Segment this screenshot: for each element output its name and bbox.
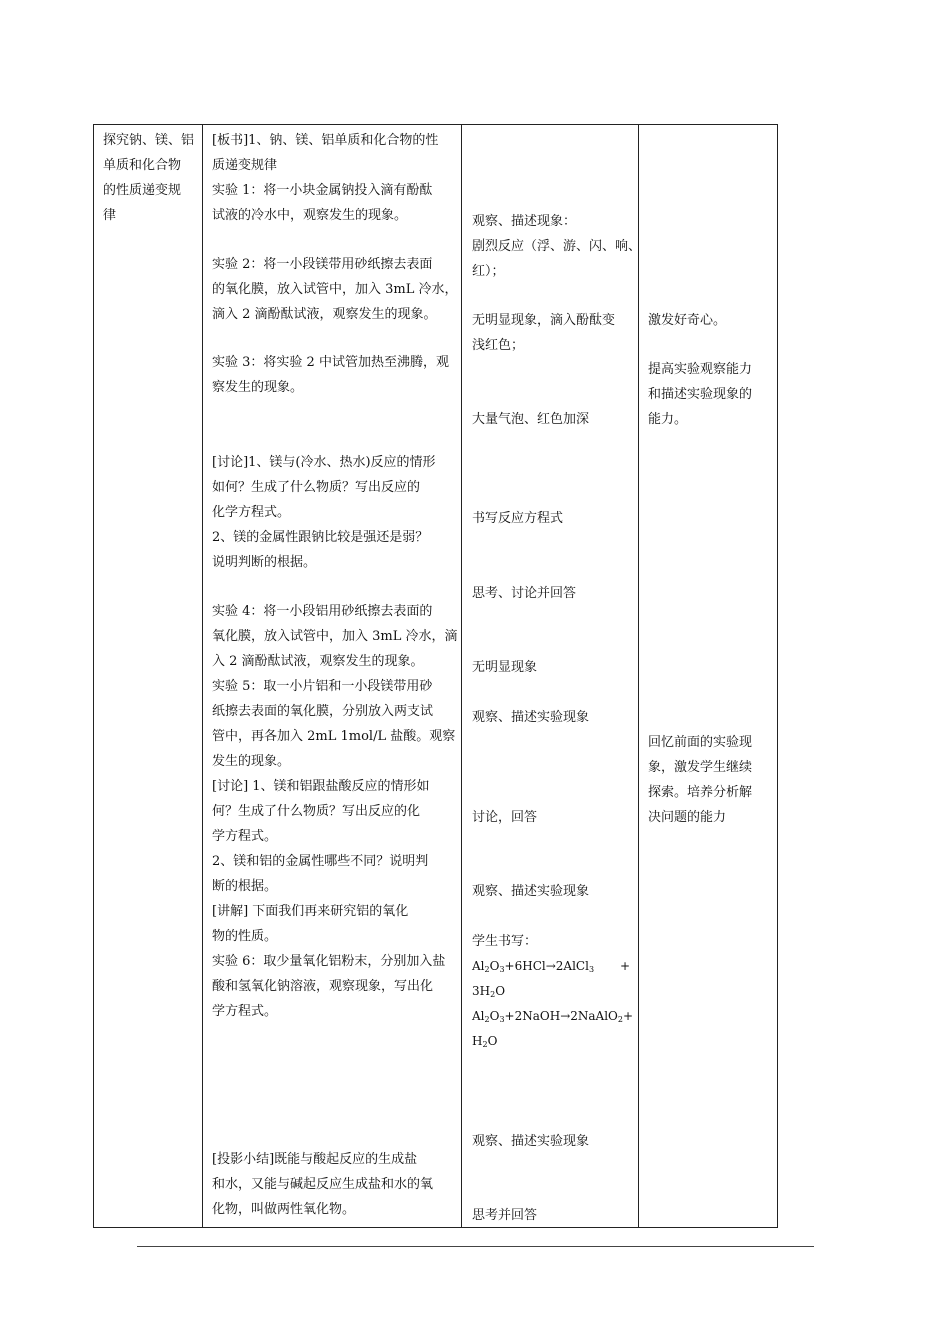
text-line: 的氧化膜，放入试管中，加入 3mL 冷水， (212, 282, 458, 297)
text-line: 质递变规律 (212, 158, 278, 173)
text-line: 学生书写： (472, 934, 538, 949)
text-line: 激发好奇心。 (648, 313, 727, 328)
text-line: 断的根据。 (212, 879, 278, 894)
text-line: 化学方程式。 (212, 505, 291, 520)
text-line: [讨论] 1、镁和铝跟盐酸反应的情形如 (212, 779, 430, 794)
text-line: 观察、描述现象： (472, 214, 577, 229)
text-line: 观察、描述实验现象 (472, 710, 590, 725)
text-line: 决问题的能力 (648, 810, 727, 825)
text-line: 实验 6：取少量氧化铝粉末，分别加入盐 (212, 954, 446, 969)
text-line: 实验 2：将一小段镁带用砂纸擦去表面 (212, 257, 433, 272)
text-line: 化物，叫做两性氧化物。 (212, 1202, 356, 1217)
footer-rule (137, 1246, 814, 1247)
text-line: 提高实验观察能力 (648, 362, 753, 377)
text-line: 无明显现象，滴入酚酞变 (472, 313, 616, 328)
lesson-table (93, 124, 778, 1228)
text-line: 如何？生成了什么物质？写出反应的 (212, 480, 421, 495)
text-line: 物的性质。 (212, 929, 278, 944)
text-line: 观察、描述实验现象 (472, 1134, 590, 1149)
text-line: 说明判断的根据。 (212, 555, 317, 570)
text-line: 思考、讨论并回答 (472, 586, 577, 601)
text-line: 试液的冷水中，观察发生的现象。 (212, 208, 408, 223)
text-line: 象，激发学生继续 (648, 760, 753, 775)
text-line: 单质和化合物 (103, 158, 182, 173)
text-line: 实验 4：将一小段铝用砂纸擦去表面的 (212, 604, 433, 619)
text-line: 观察、描述实验现象 (472, 884, 590, 899)
column-divider (638, 125, 639, 1227)
text-line: 2、镁和铝的金属性哪些不同？说明判 (212, 854, 429, 869)
text-line: 探究钠、镁、铝 (103, 133, 195, 148)
text-line: 纸擦去表面的氧化膜，分别放入两支试 (212, 704, 434, 719)
text-line: 实验 5：取一小片铝和一小段镁带用砂 (212, 679, 433, 694)
text-line: 回忆前面的实验现 (648, 735, 753, 750)
text-line: 书写反应方程式 (472, 511, 564, 526)
text-line: 实验 3：将实验 2 中试管加热至沸腾，观 (212, 355, 449, 370)
text-line: 酸和氢氧化钠溶液，观察现象，写出化 (212, 979, 434, 994)
text-line: 剧烈反应（浮、游、闪、响、 (472, 239, 642, 254)
text-line: 入 2 滴酚酞试液，观察发生的现象。 (212, 654, 424, 669)
text-line: 大量气泡、红色加深 (472, 412, 590, 427)
text-line: 察发生的现象。 (212, 380, 304, 395)
text-line: 和水，又能与碱起反应生成盐和水的氧 (212, 1177, 434, 1192)
text-line: 无明显现象 (472, 660, 538, 675)
text-line: 红）； (472, 264, 505, 279)
text-line: 何？生成了什么物质？写出反应的化 (212, 804, 421, 819)
text-line: 能力。 (648, 412, 688, 427)
column-divider (202, 125, 203, 1227)
text-line: 发生的现象。 (212, 754, 291, 769)
text-line: 的性质递变规 (103, 183, 182, 198)
text-line: [讲解] 下面我们再来研究铝的氧化 (212, 904, 409, 919)
equation-1: $Al_2O_3+6HCl\to 2AlCl_3$ + $3H_2O$ (472, 959, 630, 999)
text-line: 浅红色； (472, 338, 525, 353)
text-line: 探索。培养分析解 (648, 785, 753, 800)
text-line: 氧化膜，放入试管中，加入 3mL 冷水，滴 (212, 629, 458, 644)
text-line: 讨论，回答 (472, 810, 538, 825)
text-line: [投影小结]既能与酸起反应的生成盐 (212, 1152, 418, 1167)
text-line: 学方程式。 (212, 829, 278, 844)
text-line: 2、镁的金属性跟钠比较是强还是弱？ (212, 530, 429, 545)
text-line: 滴入 2 滴酚酞试液，观察发生的现象。 (212, 307, 437, 322)
text-line: 和描述实验现象的 (648, 387, 753, 402)
text-line: 思考并回答 (472, 1208, 538, 1223)
equation-2: $Al_2O_3+2NaOH\to 2NaAlO_2$ + $H_2O$ (472, 1009, 634, 1049)
text-line: [讨论]1、镁与(冷水、热水)反应的情形 (212, 455, 436, 470)
text-line: 实验 1：将一小块金属钠投入滴有酚酞 (212, 183, 433, 198)
text-line: [板书]1、钠、镁、铝单质和化合物的性 (212, 133, 439, 148)
column-divider (461, 125, 462, 1227)
text-line: 学方程式。 (212, 1004, 278, 1019)
text-line: 律 (103, 208, 117, 223)
text-line: 管中，再各加入 2mL 1mol/L 盐酸。观察 (212, 729, 456, 744)
